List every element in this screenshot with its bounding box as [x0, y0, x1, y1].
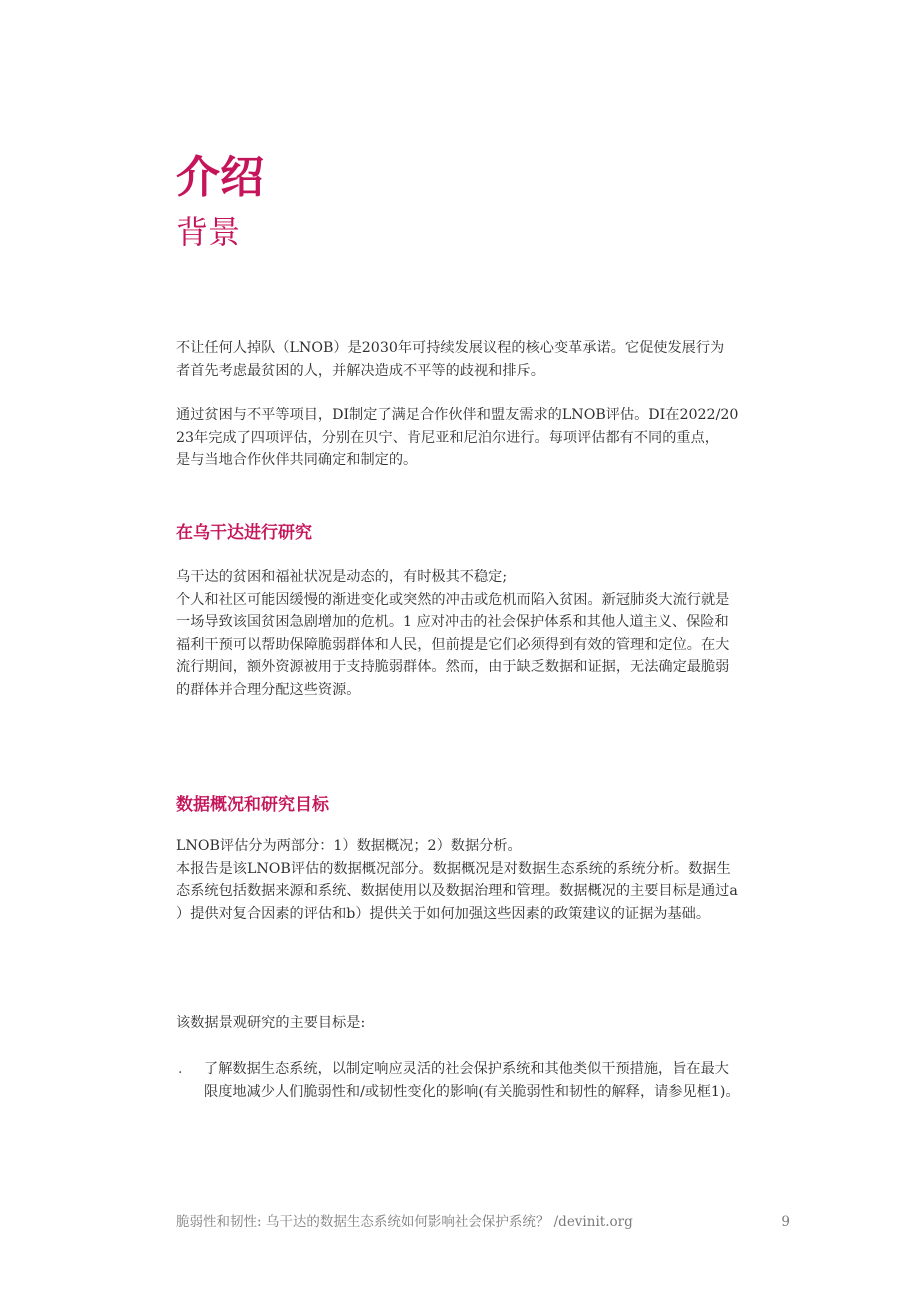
page-subtitle: 背景 [176, 213, 241, 251]
text-line: 23年完成了四项评估，分别在贝宁、肯尼亚和尼泊尔进行。每项评估都有不同的重点， [176, 429, 719, 446]
bullet-marker: · [178, 1065, 183, 1081]
text-line: 了解数据生态系统，以制定响应灵活的社会保护系统和其他类似干预措施，旨在最大 [204, 1061, 729, 1077]
text-line: ）提供对复合因素的评估和b）提供关于如何加强这些因素的政策建议的证据为基础。 [176, 905, 711, 922]
uganda-paragraph [176, 566, 786, 701]
intro-paragraph-1 [176, 337, 786, 382]
text-line: 是与当地合作伙伴共同确定和制定的。 [176, 452, 418, 468]
text-line: 态系统包括数据来源和系统、数据使用以及数据治理和管理。数据概况的主要目标是通过a [176, 883, 738, 899]
objectives-intro-line: 该数据景观研究的主要目标是: [176, 1015, 366, 1031]
text-line: 流行期间，额外资源被用于支持脆弱群体。然而，由于缺乏数据和证据，无法确定最脆弱 [176, 659, 730, 675]
text-line: 一场导致该国贫困急剧增加的危机。1 应对冲击的社会保护体系和其他人道主义、保险和 [176, 614, 729, 630]
text-line: 的群体并合理分配这些资源。 [176, 681, 361, 698]
page-number: 9 [781, 1214, 790, 1230]
text-line: 限度地减少人们脆弱性和/或韧性变化的影响(有关脆弱性和韧性的解释，请参见框1)。 [204, 1083, 740, 1100]
section-heading-objectives: 数据概况和研究目标 [176, 795, 329, 815]
text-line: 者首先考虑最贫困的人，并解决造成不平等的歧视和排斥。 [176, 362, 545, 379]
objectives-paragraph [176, 835, 786, 925]
bullet-item [204, 1058, 794, 1103]
text-line: 本报告是该LNOB评估的数据概况部分。数据概况是对数据生态系统的系统分析。数据生 [176, 860, 731, 877]
intro-paragraph-2 [176, 404, 786, 472]
section-heading-uganda: 在乌干达进行研究 [176, 523, 312, 543]
text-line: 乌干达的贫困和福祉状况是动态的，有时极其不稳定; [176, 569, 508, 585]
footer-text: 脆弱性和韧性: 乌干达的数据生态系统如何影响社会保护系统？ /devinit.org [176, 1214, 633, 1230]
text-line: 通过贫困与不平等项目，DI制定了满足合作伙伴和盟友需求的LNOB评估。DI在2022/20 [176, 407, 739, 423]
page-title: 介绍 [176, 152, 264, 203]
text-line: 福利干预可以帮助保障脆弱群体和人民，但前提是它们必须得到有效的管理和定位。在大 [176, 636, 730, 653]
text-line: 不让任何人掉队（LNOB）是2030年可持续发展议程的核心变革承诺。它促使发展行为 [176, 340, 725, 356]
text-line: LNOB评估分为两部分：1）数据概况；2）数据分析。 [176, 838, 522, 854]
text-line: 个人和社区可能因缓慢的渐进变化或突然的冲击或危机而陷入贫困。新冠肺炎大流行就是 [176, 591, 730, 608]
